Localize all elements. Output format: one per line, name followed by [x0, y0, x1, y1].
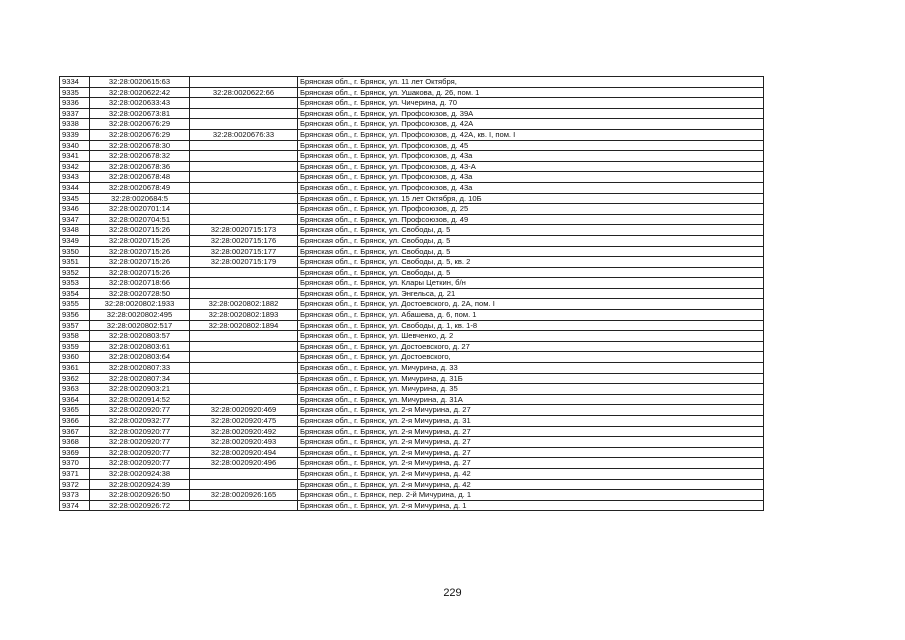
address-cell: Брянская обл., г. Брянск, ул. Мичурина, д. 31А [298, 394, 764, 405]
table-row [60, 278, 764, 289]
address-cell: Брянская обл., г. Брянск, ул. Профсоюзов, д. 49 [298, 214, 764, 225]
row-number-cell: 9352 [60, 267, 90, 278]
row-number-cell: 9370 [60, 458, 90, 469]
address-cell: Брянская обл., г. Брянск, ул. 2-я Мичурина, д. 27 [298, 437, 764, 448]
cadastral-number-cell: 32:28:0020678:48 [90, 172, 190, 183]
cadastral-number-cell: 32:28:0020802:495 [90, 310, 190, 321]
row-number-cell: 9338 [60, 119, 90, 130]
cadastral-number-cell: 32:28:0020673:81 [90, 108, 190, 119]
table-row [60, 320, 764, 331]
address-cell: Брянская обл., г. Брянск, ул. 2-я Мичурина, д. 27 [298, 458, 764, 469]
row-number-cell: 9345 [60, 193, 90, 204]
cadastral-number-cell: 32:28:0020920:77 [90, 405, 190, 416]
table-row [60, 384, 764, 395]
address-cell: Брянская обл., г. Брянск, ул. Мичурина, д. 31Б [298, 373, 764, 384]
related-cadastral-number-cell [190, 182, 298, 193]
related-cadastral-number-cell [190, 384, 298, 395]
row-number-cell: 9371 [60, 468, 90, 479]
related-cadastral-number-cell [190, 193, 298, 204]
cadastral-number-cell: 32:28:0020715:26 [90, 267, 190, 278]
address-cell: Брянская обл., г. Брянск, ул. Абашева, д. 6, пом. 1 [298, 310, 764, 321]
cadastral-number-cell: 32:28:0020924:38 [90, 468, 190, 479]
row-number-cell: 9334 [60, 77, 90, 88]
row-number-cell: 9354 [60, 288, 90, 299]
table-row [60, 172, 764, 183]
cadastral-number-cell: 32:28:0020807:34 [90, 373, 190, 384]
row-number-cell: 9337 [60, 108, 90, 119]
table-row [60, 257, 764, 268]
address-cell: Брянская обл., г. Брянск, ул. Профсоюзов, д. 42А, кв. I, пом. I [298, 129, 764, 140]
cadastral-number-cell: 32:28:0020926:50 [90, 490, 190, 501]
cadastral-number-cell: 32:28:0020920:77 [90, 426, 190, 437]
cadastral-number-cell: 32:28:0020676:29 [90, 129, 190, 140]
address-cell: Брянская обл., г. Брянск, ул. Ушакова, д. 26, пом. 1 [298, 87, 764, 98]
table-row [60, 416, 764, 427]
table-row [60, 140, 764, 151]
table-row [60, 151, 764, 162]
row-number-cell: 9348 [60, 225, 90, 236]
related-cadastral-number-cell: 32:28:0020802:1882 [190, 299, 298, 310]
related-cadastral-number-cell: 32:28:0020920:494 [190, 447, 298, 458]
address-cell: Брянская обл., г. Брянск, ул. 2-я Мичурина, д. 42 [298, 479, 764, 490]
cadastral-number-cell: 32:28:0020676:29 [90, 119, 190, 130]
related-cadastral-number-cell: 32:28:0020715:179 [190, 257, 298, 268]
table-row [60, 458, 764, 469]
cadastral-number-cell: 32:28:0020715:26 [90, 225, 190, 236]
cadastral-number-cell: 32:28:0020678:30 [90, 140, 190, 151]
table-row [60, 373, 764, 384]
table-row [60, 479, 764, 490]
row-number-cell: 9346 [60, 204, 90, 215]
address-cell: Брянская обл., г. Брянск, ул. Свободы, д. 1, кв. 1-8 [298, 320, 764, 331]
related-cadastral-number-cell: 32:28:0020920:496 [190, 458, 298, 469]
row-number-cell: 9364 [60, 394, 90, 405]
cadastral-number-cell: 32:28:0020718:66 [90, 278, 190, 289]
related-cadastral-number-cell [190, 394, 298, 405]
address-cell: Брянская обл., г. Брянск, ул. Свободы, д. 5, кв. 2 [298, 257, 764, 268]
cadastral-number-cell: 32:28:0020678:36 [90, 161, 190, 172]
related-cadastral-number-cell [190, 161, 298, 172]
table-row [60, 447, 764, 458]
table-row [60, 77, 764, 88]
address-cell: Брянская обл., г. Брянск, ул. Шевченко, д. 2 [298, 331, 764, 342]
address-cell: Брянская обл., г. Брянск, ул. 2-я Мичурина, д. 27 [298, 447, 764, 458]
cadastral-number-cell: 32:28:0020924:39 [90, 479, 190, 490]
registry-table-body [60, 77, 764, 511]
address-cell: Брянская обл., г. Брянск, ул. Профсоюзов, д. 39А [298, 108, 764, 119]
cadastral-number-cell: 32:28:0020920:77 [90, 437, 190, 448]
row-number-cell: 9343 [60, 172, 90, 183]
address-cell: Брянская обл., г. Брянск, ул. 15 лет Октября, д. 10Б [298, 193, 764, 204]
related-cadastral-number-cell [190, 108, 298, 119]
cadastral-number-cell: 32:28:0020802:1933 [90, 299, 190, 310]
cadastral-number-cell: 32:28:0020903:21 [90, 384, 190, 395]
table-row [60, 193, 764, 204]
cadastral-number-cell: 32:28:0020802:517 [90, 320, 190, 331]
related-cadastral-number-cell: 32:28:0020622:66 [190, 87, 298, 98]
cadastral-number-cell: 32:28:0020701:14 [90, 204, 190, 215]
address-cell: Брянская обл., г. Брянск, пер. 2-й Мичурина, д. 1 [298, 490, 764, 501]
related-cadastral-number-cell: 32:28:0020920:469 [190, 405, 298, 416]
related-cadastral-number-cell: 32:28:0020802:1894 [190, 320, 298, 331]
table-row [60, 235, 764, 246]
address-cell: Брянская обл., г. Брянск, ул. Достоевского, д. 2А, пом. I [298, 299, 764, 310]
related-cadastral-number-cell [190, 278, 298, 289]
table-row [60, 288, 764, 299]
table-row [60, 437, 764, 448]
table-row [60, 405, 764, 416]
related-cadastral-number-cell [190, 341, 298, 352]
table-row [60, 299, 764, 310]
row-number-cell: 9355 [60, 299, 90, 310]
table-row [60, 267, 764, 278]
address-cell: Брянская обл., г. Брянск, ул. Профсоюзов, д. 43а [298, 151, 764, 162]
related-cadastral-number-cell [190, 479, 298, 490]
address-cell: Брянская обл., г. Брянск, ул. Свободы, д. 5 [298, 267, 764, 278]
row-number-cell: 9342 [60, 161, 90, 172]
related-cadastral-number-cell [190, 468, 298, 479]
cadastral-number-cell: 32:28:0020728:50 [90, 288, 190, 299]
address-cell: Брянская обл., г. Брянск, ул. Мичурина, д. 33 [298, 363, 764, 374]
related-cadastral-number-cell: 32:28:0020715:173 [190, 225, 298, 236]
table-row [60, 87, 764, 98]
table-row [60, 182, 764, 193]
related-cadastral-number-cell [190, 288, 298, 299]
row-number-cell: 9344 [60, 182, 90, 193]
row-number-cell: 9356 [60, 310, 90, 321]
related-cadastral-number-cell [190, 331, 298, 342]
related-cadastral-number-cell [190, 151, 298, 162]
table-row [60, 214, 764, 225]
row-number-cell: 9336 [60, 98, 90, 109]
address-cell: Брянская обл., г. Брянск, ул. Мичурина, д. 35 [298, 384, 764, 395]
related-cadastral-number-cell: 32:28:0020715:177 [190, 246, 298, 257]
address-cell: Брянская обл., г. Брянск, ул. Профсоюзов, д. 45 [298, 140, 764, 151]
address-cell: Брянская обл., г. Брянск, ул. 2-я Мичурина, д. 27 [298, 426, 764, 437]
row-number-cell: 9340 [60, 140, 90, 151]
address-cell: Брянская обл., г. Брянск, ул. Профсоюзов, д. 42А [298, 119, 764, 130]
cadastral-number-cell: 32:28:0020715:26 [90, 246, 190, 257]
address-cell: Брянская обл., г. Брянск, ул. Свободы, д. 5 [298, 225, 764, 236]
table-row [60, 426, 764, 437]
table-row [60, 246, 764, 257]
table-row [60, 331, 764, 342]
table-row [60, 119, 764, 130]
cadastral-number-cell: 32:28:0020807:33 [90, 363, 190, 374]
address-cell: Брянская обл., г. Брянск, ул. 11 лет Октября, [298, 77, 764, 88]
row-number-cell: 9359 [60, 341, 90, 352]
related-cadastral-number-cell [190, 140, 298, 151]
cadastral-number-cell: 32:28:0020633:43 [90, 98, 190, 109]
address-cell: Брянская обл., г. Брянск, ул. Чичерина, д. 70 [298, 98, 764, 109]
row-number-cell: 9347 [60, 214, 90, 225]
row-number-cell: 9363 [60, 384, 90, 395]
table-row [60, 129, 764, 140]
address-cell: Брянская обл., г. Брянск, ул. Свободы, д. 5 [298, 246, 764, 257]
related-cadastral-number-cell: 32:28:0020920:492 [190, 426, 298, 437]
row-number-cell: 9350 [60, 246, 90, 257]
address-cell: Брянская обл., г. Брянск, ул. Профсоюзов, д. 43-А [298, 161, 764, 172]
address-cell: Брянская обл., г. Брянск, ул. Свободы, д. 5 [298, 235, 764, 246]
row-number-cell: 9358 [60, 331, 90, 342]
related-cadastral-number-cell: 32:28:0020920:493 [190, 437, 298, 448]
related-cadastral-number-cell [190, 267, 298, 278]
cadastral-number-cell: 32:28:0020615:63 [90, 77, 190, 88]
row-number-cell: 9360 [60, 352, 90, 363]
cadastral-number-cell: 32:28:0020715:26 [90, 235, 190, 246]
row-number-cell: 9339 [60, 129, 90, 140]
related-cadastral-number-cell [190, 98, 298, 109]
cadastral-number-cell: 32:28:0020622:42 [90, 87, 190, 98]
row-number-cell: 9373 [60, 490, 90, 501]
address-cell: Брянская обл., г. Брянск, ул. Профсоюзов, д. 43а [298, 172, 764, 183]
cadastral-number-cell: 32:28:0020926:72 [90, 500, 190, 511]
address-cell: Брянская обл., г. Брянск, ул. 2-я Мичурина, д. 1 [298, 500, 764, 511]
table-row [60, 363, 764, 374]
row-number-cell: 9374 [60, 500, 90, 511]
table-row [60, 225, 764, 236]
table-row [60, 341, 764, 352]
row-number-cell: 9349 [60, 235, 90, 246]
related-cadastral-number-cell [190, 77, 298, 88]
related-cadastral-number-cell [190, 204, 298, 215]
row-number-cell: 9353 [60, 278, 90, 289]
table-row [60, 500, 764, 511]
cadastral-number-cell: 32:28:0020932:77 [90, 416, 190, 427]
related-cadastral-number-cell: 32:28:0020920:475 [190, 416, 298, 427]
related-cadastral-number-cell [190, 373, 298, 384]
address-cell: Брянская обл., г. Брянск, ул. Достоевского, д. 27 [298, 341, 764, 352]
table-row [60, 98, 764, 109]
related-cadastral-number-cell: 32:28:0020926:165 [190, 490, 298, 501]
table-row [60, 490, 764, 501]
address-cell: Брянская обл., г. Брянск, ул. Профсоюзов, д. 25 [298, 204, 764, 215]
table-row [60, 204, 764, 215]
table-row [60, 108, 764, 119]
row-number-cell: 9351 [60, 257, 90, 268]
cadastral-number-cell: 32:28:0020803:64 [90, 352, 190, 363]
address-cell: Брянская обл., г. Брянск, ул. Энгельса, д. 21 [298, 288, 764, 299]
row-number-cell: 9357 [60, 320, 90, 331]
related-cadastral-number-cell [190, 214, 298, 225]
row-number-cell: 9362 [60, 373, 90, 384]
cadastral-number-cell: 32:28:0020920:77 [90, 458, 190, 469]
cadastral-number-cell: 32:28:0020684:5 [90, 193, 190, 204]
cadastral-number-cell: 32:28:0020803:61 [90, 341, 190, 352]
related-cadastral-number-cell: 32:28:0020715:176 [190, 235, 298, 246]
row-number-cell: 9361 [60, 363, 90, 374]
row-number-cell: 9372 [60, 479, 90, 490]
cadastral-number-cell: 32:28:0020704:51 [90, 214, 190, 225]
cadastral-number-cell: 32:28:0020678:49 [90, 182, 190, 193]
cadastral-number-cell: 32:28:0020803:57 [90, 331, 190, 342]
row-number-cell: 9369 [60, 447, 90, 458]
cadastral-number-cell: 32:28:0020715:26 [90, 257, 190, 268]
row-number-cell: 9335 [60, 87, 90, 98]
row-number-cell: 9365 [60, 405, 90, 416]
row-number-cell: 9341 [60, 151, 90, 162]
registry-table [59, 76, 764, 511]
address-cell: Брянская обл., г. Брянск, ул. 2-я Мичурина, д. 31 [298, 416, 764, 427]
related-cadastral-number-cell: 32:28:0020676:33 [190, 129, 298, 140]
address-cell: Брянская обл., г. Брянск, ул. 2-я Мичурина, д. 27 [298, 405, 764, 416]
table-row [60, 394, 764, 405]
related-cadastral-number-cell [190, 352, 298, 363]
address-cell: Брянская обл., г. Брянск, ул. 2-я Мичурина, д. 42 [298, 468, 764, 479]
related-cadastral-number-cell [190, 500, 298, 511]
table-row [60, 161, 764, 172]
table-row [60, 468, 764, 479]
table-row [60, 310, 764, 321]
address-cell: Брянская обл., г. Брянск, ул. Профсоюзов, д. 43а [298, 182, 764, 193]
row-number-cell: 9368 [60, 437, 90, 448]
cadastral-number-cell: 32:28:0020678:32 [90, 151, 190, 162]
row-number-cell: 9366 [60, 416, 90, 427]
cadastral-number-cell: 32:28:0020914:52 [90, 394, 190, 405]
related-cadastral-number-cell [190, 119, 298, 130]
page-number: 229 [443, 587, 462, 599]
related-cadastral-number-cell [190, 363, 298, 374]
cadastral-number-cell: 32:28:0020920:77 [90, 447, 190, 458]
table-row [60, 352, 764, 363]
related-cadastral-number-cell [190, 172, 298, 183]
row-number-cell: 9367 [60, 426, 90, 437]
related-cadastral-number-cell: 32:28:0020802:1893 [190, 310, 298, 321]
address-cell: Брянская обл., г. Брянск, ул. Клары Цеткин, б/н [298, 278, 764, 289]
address-cell: Брянская обл., г. Брянск, ул. Достоевского, [298, 352, 764, 363]
